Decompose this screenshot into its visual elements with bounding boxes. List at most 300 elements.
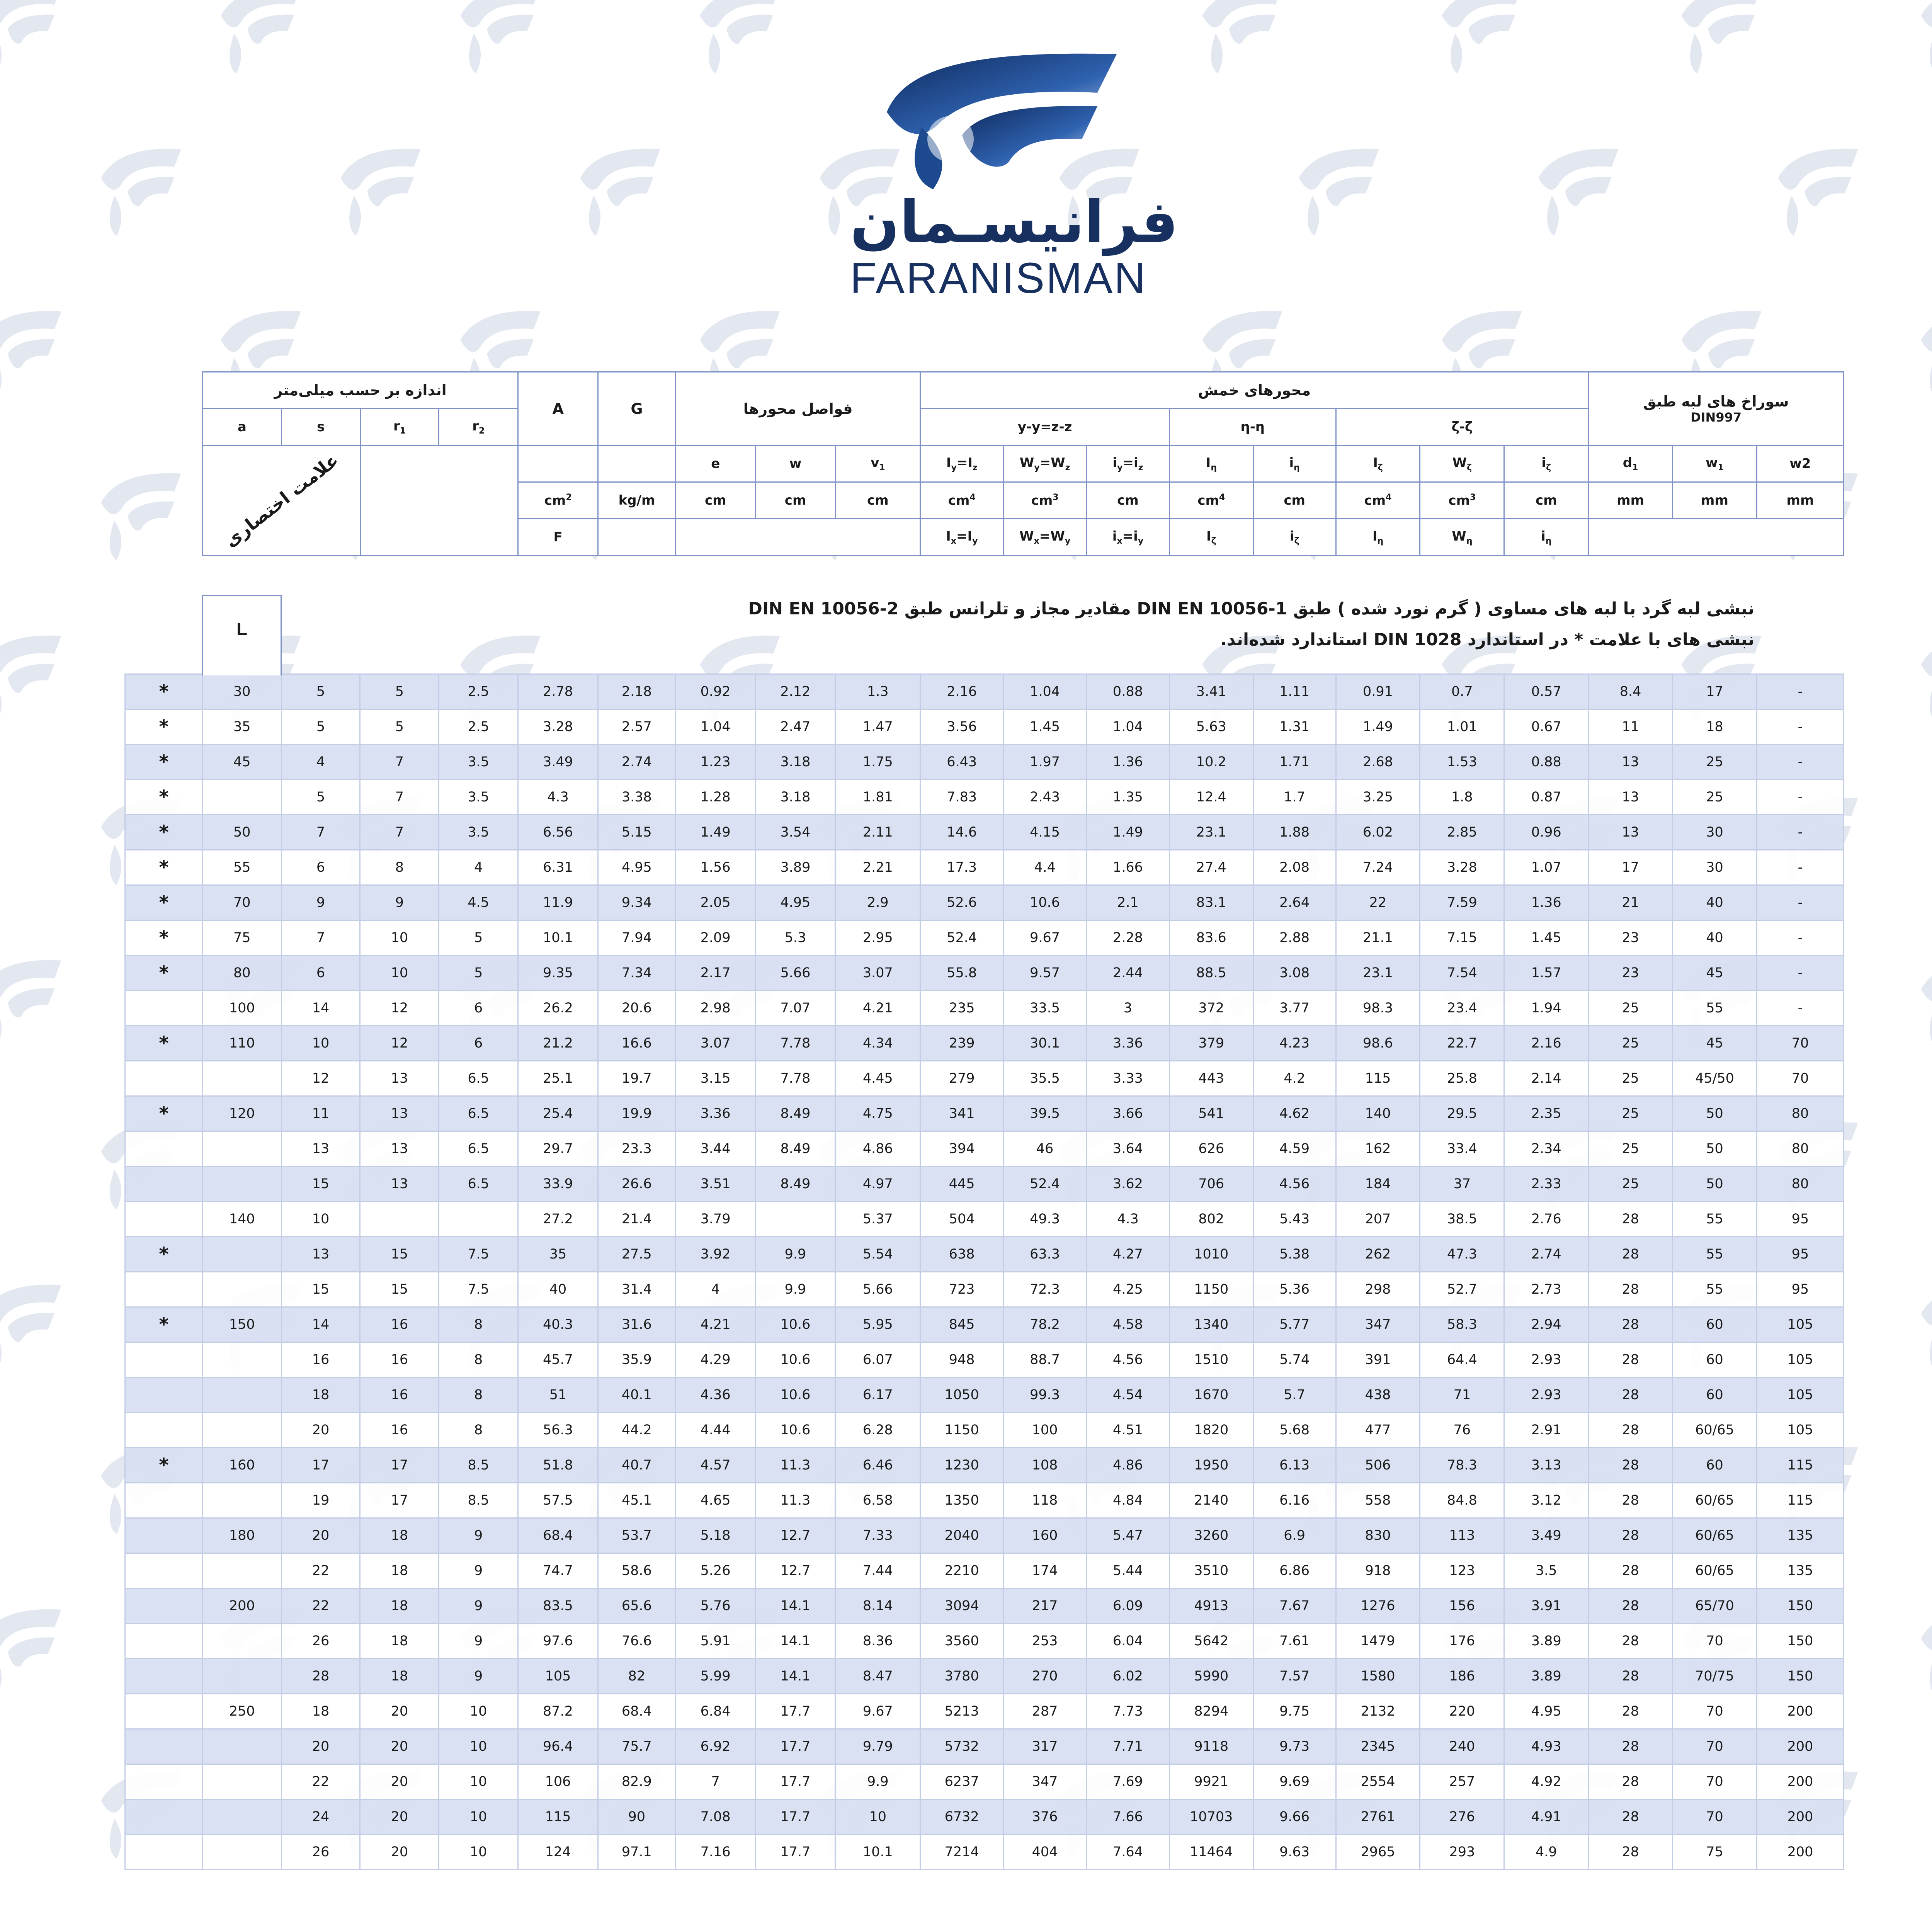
table-row — [125, 1272, 1844, 1307]
hole-w2-cell: - — [1757, 850, 1844, 885]
radius-gyr-zeta-cell: 3.5 — [1504, 1553, 1588, 1588]
inertia-y-cell: 2040 — [920, 1518, 1003, 1553]
area-cell: 40 — [518, 1272, 598, 1307]
hole-w1-cell: 60 — [1673, 1342, 1757, 1378]
section-mod-y-cell: 39.5 — [1003, 1096, 1087, 1131]
standard-mark-cell: * — [125, 709, 203, 745]
section-mod-y-cell: 9.57 — [1003, 956, 1087, 991]
standard-mark-cell: * — [125, 885, 203, 920]
section-mod-zeta-cell: 156 — [1420, 1588, 1504, 1624]
table-row — [125, 991, 1844, 1026]
dist-e-cell: 7.08 — [675, 1799, 755, 1835]
radius-r1-cell: 18 — [360, 1518, 439, 1553]
hole-d1-cell: 28 — [1588, 1764, 1673, 1799]
size-a-cell — [202, 1131, 281, 1167]
weight-cell: 7.94 — [598, 920, 675, 956]
inertia-zeta-cell: 2761 — [1336, 1799, 1420, 1835]
hole-d1-cell: 25 — [1588, 1061, 1673, 1096]
radius-gyr-y-cell: 4.84 — [1086, 1483, 1169, 1518]
radius-r1-cell: 7 — [360, 815, 439, 850]
table-row — [125, 850, 1844, 885]
radius-r2-cell: 6 — [439, 1026, 518, 1061]
radius-r1-cell: 16 — [360, 1342, 439, 1378]
radius-gyr-zeta-cell: 3.89 — [1504, 1659, 1588, 1694]
dist-v1-cell: 4.75 — [835, 1096, 920, 1131]
radius-r2-cell: 9 — [439, 1659, 518, 1694]
radius-gyr-eta-cell: 4.59 — [1253, 1131, 1336, 1167]
dist-w-cell: 17.7 — [755, 1764, 835, 1799]
hole-w2-cell: 200 — [1757, 1729, 1844, 1764]
standard-mark-cell — [125, 1272, 203, 1307]
standard-mark-cell — [125, 1729, 203, 1764]
hole-d1-cell: 25 — [1588, 1026, 1673, 1061]
section-mod-y-cell: 160 — [1003, 1518, 1087, 1553]
dist-e-cell: 1.23 — [675, 745, 755, 780]
radius-r2-cell — [439, 1202, 518, 1237]
radius-gyr-y-cell: 3.66 — [1086, 1096, 1169, 1131]
inertia-zeta-cell: 7.24 — [1336, 850, 1420, 885]
radius-r1-cell: 18 — [360, 1659, 439, 1694]
size-s-cell: 24 — [281, 1799, 360, 1835]
hole-d1-cell: 28 — [1588, 1729, 1673, 1764]
hole-w1-cell: 18 — [1673, 709, 1757, 745]
dist-w-cell: 3.89 — [755, 850, 835, 885]
radius-r2-cell: 10 — [439, 1799, 518, 1835]
inertia-eta-cell: 5642 — [1169, 1624, 1253, 1659]
table-row — [125, 674, 1844, 709]
standard-mark-cell — [125, 1553, 203, 1588]
standard-mark-cell — [125, 1799, 203, 1835]
radius-r2-cell: 3.5 — [439, 745, 518, 780]
inertia-zeta-cell: 298 — [1336, 1272, 1420, 1307]
radius-r2-cell: 6.5 — [439, 1167, 518, 1202]
inertia-zeta-cell: 115 — [1336, 1061, 1420, 1096]
radius-gyr-zeta-cell: 4.93 — [1504, 1729, 1588, 1764]
watermark-logo-icon — [341, 149, 421, 236]
area-cell: 3.28 — [518, 709, 598, 745]
standard-mark-cell — [125, 1694, 203, 1729]
radius-r1-cell: 10 — [360, 956, 439, 991]
hole-w2-cell: 150 — [1757, 1659, 1844, 1694]
watermark-logo-icon — [0, 636, 61, 723]
dist-v1-cell: 8.47 — [835, 1659, 920, 1694]
radius-gyr-eta-cell: 2.64 — [1253, 885, 1336, 920]
radius-gyr-eta-cell: 1.71 — [1253, 745, 1336, 780]
area-cell: 6.56 — [518, 815, 598, 850]
table-row — [125, 1729, 1844, 1764]
holes-header — [1588, 372, 1844, 446]
zeta-I: $I_\zeta$ — [1336, 446, 1420, 482]
axis-yz-header: y-y=z-z — [920, 409, 1170, 446]
section-mod-zeta-cell: 78.3 — [1420, 1448, 1504, 1483]
data-table — [124, 673, 1844, 1870]
radius-r2-cell: 8 — [439, 1307, 518, 1342]
hole-w1-cell: 60 — [1673, 1307, 1757, 1342]
hole-w2-cell: - — [1757, 674, 1844, 709]
standard-mark-cell — [125, 1588, 203, 1624]
section-mod-y-cell: 270 — [1003, 1659, 1087, 1694]
dist-w-cell: 8.49 — [755, 1167, 835, 1202]
dist-e-cell: 4.65 — [675, 1483, 755, 1518]
hole-w1-cell: 70 — [1673, 1694, 1757, 1729]
radius-r1-cell: 5 — [360, 709, 439, 745]
radius-gyr-eta-cell: 5.74 — [1253, 1342, 1336, 1378]
unit-w1: mm — [1673, 482, 1757, 519]
radius-gyr-eta-cell: 5.43 — [1253, 1202, 1336, 1237]
table-row — [125, 1588, 1844, 1624]
inertia-zeta-cell: 1479 — [1336, 1624, 1420, 1659]
inertia-y-cell: 5213 — [920, 1694, 1003, 1729]
watermark-logo-icon — [461, 0, 541, 73]
radius-gyr-y-cell: 6.02 — [1086, 1659, 1169, 1694]
holes-empty — [1588, 519, 1844, 556]
yz-i: $i_y=i_z$ — [1087, 446, 1170, 482]
hole-w1-cell: 45 — [1673, 956, 1757, 991]
radius-r2-cell: 4 — [439, 850, 518, 885]
inertia-zeta-cell: 391 — [1336, 1342, 1420, 1378]
size-a-cell — [202, 1167, 281, 1202]
size-s-cell: 6 — [281, 850, 360, 885]
hole-w2-cell: 105 — [1757, 1342, 1844, 1378]
hole-w1-cell: 50 — [1673, 1131, 1757, 1167]
radius-gyr-y-cell: 5.44 — [1086, 1553, 1169, 1588]
dist-w-cell: 3.18 — [755, 745, 835, 780]
hole-d1-cell: 28 — [1588, 1588, 1673, 1624]
radius-gyr-y-cell: 4.54 — [1086, 1378, 1169, 1413]
alt-zeta-i: $i_\eta$ — [1504, 519, 1588, 556]
weight-cell: 44.2 — [598, 1413, 675, 1448]
weight-cell: 65.6 — [598, 1588, 675, 1624]
dist-w: w — [755, 446, 835, 482]
hole-w2-cell: 200 — [1757, 1694, 1844, 1729]
weight-cell: 16.6 — [598, 1026, 675, 1061]
radius-gyr-eta-cell: 6.13 — [1253, 1448, 1336, 1483]
standard-mark-cell: * — [125, 815, 203, 850]
dist-e-cell: 6.84 — [675, 1694, 755, 1729]
dist-e-cell: 1.49 — [675, 815, 755, 850]
hole-d1-cell: 21 — [1588, 885, 1673, 920]
section-mod-zeta-cell: 33.4 — [1420, 1131, 1504, 1167]
area-cell: 9.35 — [518, 956, 598, 991]
inertia-y-cell: 1350 — [920, 1483, 1003, 1518]
section-mod-zeta-cell: 64.4 — [1420, 1342, 1504, 1378]
size-s-cell: 10 — [281, 1026, 360, 1061]
dist-v1-cell: 5.66 — [835, 1272, 920, 1307]
watermark-logo-icon — [1921, 1285, 1932, 1372]
weight-cell: 20.6 — [598, 991, 675, 1026]
area-cell: 105 — [518, 1659, 598, 1694]
inertia-eta-cell: 3260 — [1169, 1518, 1253, 1553]
radius-r1-cell: 13 — [360, 1131, 439, 1167]
hole-w2-cell: 115 — [1757, 1448, 1844, 1483]
dist-w-cell: 12.7 — [755, 1553, 835, 1588]
inertia-y-cell: 948 — [920, 1342, 1003, 1378]
dist-e-cell: 7 — [675, 1764, 755, 1799]
hole-w2-cell: 80 — [1757, 1131, 1844, 1167]
radius-gyr-zeta-cell: 3.91 — [1504, 1588, 1588, 1624]
section-mod-y-cell: 49.3 — [1003, 1202, 1087, 1237]
inertia-y-cell: 1230 — [920, 1448, 1003, 1483]
hole-d1-cell: 28 — [1588, 1448, 1673, 1483]
hole-d1-cell: 23 — [1588, 956, 1673, 991]
radius-gyr-zeta-cell: 4.92 — [1504, 1764, 1588, 1799]
area-cell: 56.3 — [518, 1413, 598, 1448]
inertia-eta-cell: 9118 — [1169, 1729, 1253, 1764]
hole-w2-cell: - — [1757, 780, 1844, 815]
dist-w-cell: 11.3 — [755, 1483, 835, 1518]
table-row — [125, 1237, 1844, 1272]
inertia-eta-cell: 4913 — [1169, 1588, 1253, 1624]
radius-gyr-y-cell: 5.47 — [1086, 1518, 1169, 1553]
size-a-cell — [202, 1729, 281, 1764]
inertia-y-cell: 235 — [920, 991, 1003, 1026]
standard-mark-cell: * — [125, 780, 203, 815]
inertia-y-cell: 239 — [920, 1026, 1003, 1061]
area-cell: 40.3 — [518, 1307, 598, 1342]
area-cell: 97.6 — [518, 1624, 598, 1659]
section-mod-y-cell: 118 — [1003, 1483, 1087, 1518]
watermark-logo-icon — [0, 1609, 61, 1696]
hole-w2-cell: 150 — [1757, 1588, 1844, 1624]
weight-cell: 82 — [598, 1659, 675, 1694]
size-s-cell: 20 — [281, 1729, 360, 1764]
radius-gyr-y-cell: 4.27 — [1086, 1237, 1169, 1272]
standard-mark-cell — [125, 1659, 203, 1694]
radius-r1-cell: 16 — [360, 1413, 439, 1448]
dist-v1-cell: 9.67 — [835, 1694, 920, 1729]
area-cell: 6.31 — [518, 850, 598, 885]
dist-w-cell: 9.9 — [755, 1272, 835, 1307]
header-table — [202, 371, 1844, 556]
hole-d1-cell: 28 — [1588, 1518, 1673, 1553]
dist-v1-cell: 10 — [835, 1799, 920, 1835]
hole-d1-cell: 28 — [1588, 1799, 1673, 1835]
size-a-cell — [202, 1237, 281, 1272]
standard-mark-cell: * — [125, 745, 203, 780]
area-cell: 35 — [518, 1237, 598, 1272]
size-a-cell: 200 — [202, 1588, 281, 1624]
size-s-cell: 20 — [281, 1518, 360, 1553]
dist-w-cell: 17.7 — [755, 1799, 835, 1835]
inertia-y-cell: 6237 — [920, 1764, 1003, 1799]
radius-gyr-eta-cell: 1.7 — [1253, 780, 1336, 815]
weight-cell: 40.1 — [598, 1378, 675, 1413]
standard-mark-cell: * — [125, 1448, 203, 1483]
size-s-cell: 11 — [281, 1096, 360, 1131]
area-cell: 25.4 — [518, 1096, 598, 1131]
weight-cell: 97.1 — [598, 1835, 675, 1870]
radius-r1-cell: 17 — [360, 1483, 439, 1518]
section-mod-zeta-cell: 257 — [1420, 1764, 1504, 1799]
profile-label: L — [236, 619, 248, 639]
section-mod-zeta-cell: 113 — [1420, 1518, 1504, 1553]
area-cell: 27.2 — [518, 1202, 598, 1237]
size-a-cell — [202, 1835, 281, 1870]
hole-d1-cell: 28 — [1588, 1378, 1673, 1413]
inertia-eta-cell: 1670 — [1169, 1378, 1253, 1413]
hole-w2-cell: 95 — [1757, 1272, 1844, 1307]
size-a-cell: 70 — [202, 885, 281, 920]
watermark-logo-icon — [101, 473, 181, 560]
radius-r1-cell: 8 — [360, 850, 439, 885]
standard-mark-cell: * — [125, 850, 203, 885]
hole-w1-cell: 45/50 — [1673, 1061, 1757, 1096]
section-mod-zeta-cell: 7.59 — [1420, 885, 1504, 920]
area-cell: 4.3 — [518, 780, 598, 815]
dist-v1-cell: 1.75 — [835, 745, 920, 780]
hole-w1: $w_1$ — [1673, 446, 1757, 482]
radius-r2-cell: 9 — [439, 1553, 518, 1588]
watermark-logo-icon — [1921, 0, 1932, 73]
inertia-zeta-cell: 2345 — [1336, 1729, 1420, 1764]
inertia-eta-cell: 88.5 — [1169, 956, 1253, 991]
radius-gyr-y-cell: 1.49 — [1086, 815, 1169, 850]
radius-r1-cell — [360, 1202, 439, 1237]
inertia-eta-cell: 443 — [1169, 1061, 1253, 1096]
hole-w2-cell: - — [1757, 745, 1844, 780]
radius-gyr-eta-cell: 1.88 — [1253, 815, 1336, 850]
table-row — [125, 1202, 1844, 1237]
radius-r1-cell: 20 — [360, 1835, 439, 1870]
unit-yz-i: cm — [1087, 482, 1170, 519]
radius-gyr-y-cell: 4.58 — [1086, 1307, 1169, 1342]
table-row — [125, 815, 1844, 850]
hole-d1-cell: 8.4 — [1588, 674, 1673, 709]
radius-gyr-zeta-cell: 4.91 — [1504, 1799, 1588, 1835]
table-row — [125, 1307, 1844, 1342]
radius-gyr-y-cell: 1.66 — [1086, 850, 1169, 885]
hole-w1-cell: 40 — [1673, 920, 1757, 956]
table-row — [125, 745, 1844, 780]
weight-cell: 31.4 — [598, 1272, 675, 1307]
dist-e-cell: 3.15 — [675, 1061, 755, 1096]
radius-r1-cell: 12 — [360, 1026, 439, 1061]
inertia-y-cell: 3560 — [920, 1624, 1003, 1659]
hole-w2-cell: - — [1757, 885, 1844, 920]
hole-w1-cell: 55 — [1673, 1272, 1757, 1307]
radius-gyr-eta-cell: 7.57 — [1253, 1659, 1336, 1694]
radius-gyr-eta-cell: 1.31 — [1253, 709, 1336, 745]
watermark-logo-icon — [1921, 311, 1932, 398]
hole-w1-cell: 75 — [1673, 1835, 1757, 1870]
section-mod-zeta-cell: 47.3 — [1420, 1237, 1504, 1272]
dim-a: a — [203, 409, 282, 446]
size-s-cell: 22 — [281, 1553, 360, 1588]
dist-e-cell: 3.44 — [675, 1131, 755, 1167]
size-a-cell — [202, 1378, 281, 1413]
dist-e-cell: 2.09 — [675, 920, 755, 956]
hole-w1-cell: 60 — [1673, 1448, 1757, 1483]
hole-w1-cell: 60/65 — [1673, 1483, 1757, 1518]
weight-cell: 27.5 — [598, 1237, 675, 1272]
inertia-y-cell: 2.16 — [920, 674, 1003, 709]
hole-w1-cell: 55 — [1673, 991, 1757, 1026]
watermark-logo-icon — [700, 0, 780, 73]
dist-e-cell: 3.92 — [675, 1237, 755, 1272]
abbreviation-label: علامت اختصاری — [220, 449, 343, 551]
size-s-cell: 15 — [281, 1167, 360, 1202]
inertia-zeta-cell: 262 — [1336, 1237, 1420, 1272]
radius-gyr-zeta-cell: 2.73 — [1504, 1272, 1588, 1307]
standard-mark-cell — [125, 1342, 203, 1378]
dist-w-cell — [755, 1202, 835, 1237]
table-row — [125, 1624, 1844, 1659]
dist-v1-cell: 7.44 — [835, 1553, 920, 1588]
size-s-cell: 22 — [281, 1764, 360, 1799]
radius-r2-cell: 10 — [439, 1764, 518, 1799]
area-cell: 68.4 — [518, 1518, 598, 1553]
inertia-eta-cell: 3.41 — [1169, 674, 1253, 709]
area-cell: 57.5 — [518, 1483, 598, 1518]
size-a-cell: 45 — [202, 745, 281, 780]
standard-mark-cell: * — [125, 1096, 203, 1131]
hole-w2: w2 — [1757, 446, 1844, 482]
inertia-eta-cell: 372 — [1169, 991, 1253, 1026]
radius-gyr-zeta-cell: 2.16 — [1504, 1026, 1588, 1061]
weight-cell: 68.4 — [598, 1694, 675, 1729]
section-mod-y-cell: 72.3 — [1003, 1272, 1087, 1307]
watermark-logo-icon — [1921, 636, 1932, 723]
radius-gyr-y-cell: 4.3 — [1086, 1202, 1169, 1237]
section-mod-zeta-cell: 71 — [1420, 1378, 1504, 1413]
standard-mark-cell — [125, 1483, 203, 1518]
radius-gyr-zeta-cell: 0.96 — [1504, 815, 1588, 850]
hole-w1-cell: 60/65 — [1673, 1413, 1757, 1448]
radius-r2-cell: 8 — [439, 1413, 518, 1448]
radius-gyr-zeta-cell: 2.93 — [1504, 1342, 1588, 1378]
radius-r1-cell: 12 — [360, 991, 439, 1026]
inertia-zeta-cell: 2.68 — [1336, 745, 1420, 780]
radius-gyr-y-cell: 1.36 — [1086, 745, 1169, 780]
radius-gyr-zeta-cell: 1.94 — [1504, 991, 1588, 1026]
dist-v1-cell: 9.79 — [835, 1729, 920, 1764]
area-cell: 51.8 — [518, 1448, 598, 1483]
inertia-eta-cell: 379 — [1169, 1026, 1253, 1061]
radius-gyr-eta-cell: 5.38 — [1253, 1237, 1336, 1272]
watermark-logo-icon — [1539, 149, 1619, 236]
inertia-y-cell: 504 — [920, 1202, 1003, 1237]
inertia-eta-cell: 5990 — [1169, 1659, 1253, 1694]
hole-d1-cell: 28 — [1588, 1835, 1673, 1870]
hole-w2-cell: - — [1757, 920, 1844, 956]
radius-gyr-eta-cell: 4.23 — [1253, 1026, 1336, 1061]
size-s-cell: 12 — [281, 1061, 360, 1096]
dist-e-cell: 6.92 — [675, 1729, 755, 1764]
unit-e: cm — [675, 482, 755, 519]
dist-v1-cell: 7.33 — [835, 1518, 920, 1553]
watermark-logo-icon — [0, 960, 61, 1047]
hole-w2-cell: 70 — [1757, 1061, 1844, 1096]
inertia-zeta-cell: 162 — [1336, 1131, 1420, 1167]
hole-w1-cell: 17 — [1673, 674, 1757, 709]
inertia-zeta-cell: 22 — [1336, 885, 1420, 920]
standard-mark-cell — [125, 991, 203, 1026]
section-mod-zeta-cell: 176 — [1420, 1624, 1504, 1659]
table-row — [125, 1694, 1844, 1729]
area-cell: 106 — [518, 1764, 598, 1799]
radius-gyr-y-cell: 2.1 — [1086, 885, 1169, 920]
dist-v1-cell: 10.1 — [835, 1835, 920, 1870]
size-s-cell: 7 — [281, 815, 360, 850]
hole-w1-cell: 70 — [1673, 1729, 1757, 1764]
radius-gyr-zeta-cell: 2.94 — [1504, 1307, 1588, 1342]
radius-gyr-eta-cell: 9.69 — [1253, 1764, 1336, 1799]
inertia-eta-cell: 541 — [1169, 1096, 1253, 1131]
radius-r2-cell: 9 — [439, 1588, 518, 1624]
dim-r2: $r_2$ — [439, 409, 518, 446]
inertia-eta-cell: 706 — [1169, 1167, 1253, 1202]
radius-gyr-zeta-cell: 3.89 — [1504, 1624, 1588, 1659]
